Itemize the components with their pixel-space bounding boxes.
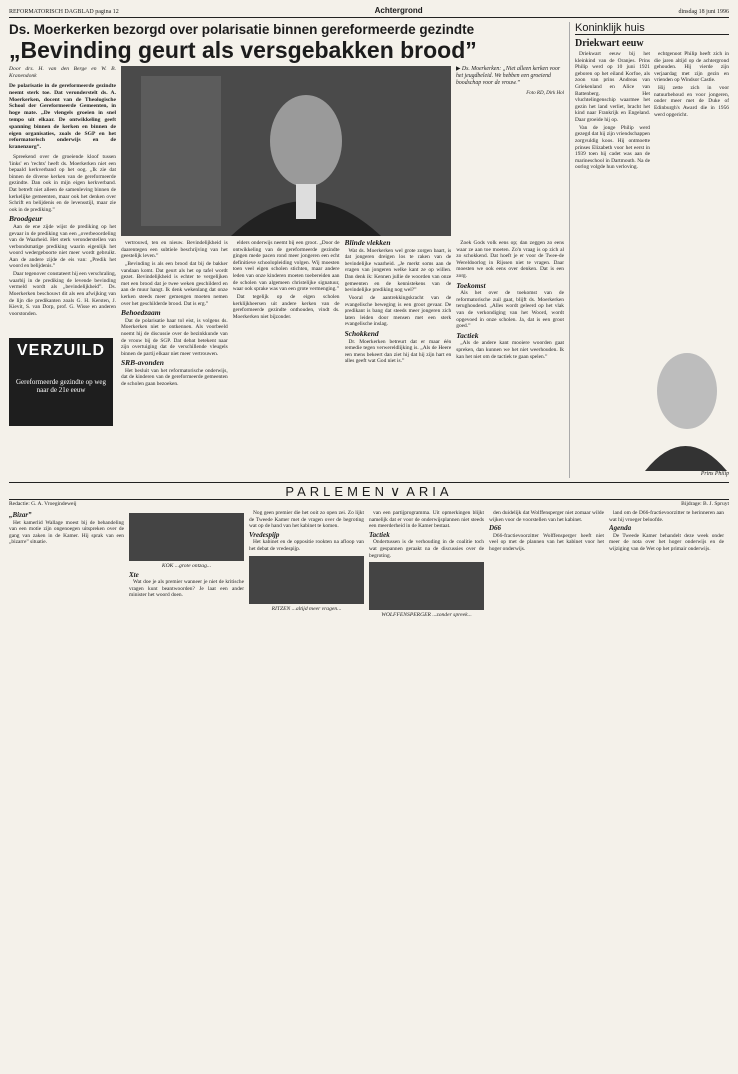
article-paragraph: Dat tegelijk op de eigen scholen kerklijkheersen uit andere kerken van de gereformeerde gezindte onthouden, vindt ds. Moerkerken niet bijzonder. bbox=[232, 293, 340, 320]
pv-paragraph: land om de D66-fractievoorzitter te herinneren aan wat hij vroeger beloofde. bbox=[609, 510, 724, 523]
redactie-right: Bijdrage: B. J. Spruyt bbox=[681, 501, 729, 507]
pv-heading: D66 bbox=[489, 524, 502, 533]
pv-paragraph: Wat doe je als premier wanneer je niet de kritische vragen kunt beantwoorden? Je laat een ander minister het woord doen. bbox=[129, 579, 244, 599]
article-paragraph: Het besluit van het reformatorische onderwijs, dat de kinderen van de gereformeerde gemeenten de scholen gaan bezoeken. bbox=[121, 367, 228, 388]
prince-caption: Prins Philip bbox=[700, 471, 729, 477]
banner-left: PARLEMEN bbox=[285, 483, 388, 499]
article-paragraph: Dat de polarisatie haar tol eist, is volgens ds. Moerkerken niet te ontkennen. Als voorbeeld noemt hij de discussie over de bezinkkunde van de vrouw bij de SGP. Dat debat betekent naar zijn overtuiging dat de verschillende vleugels binnen de partij elkaar niet meer vertrouwen. bbox=[121, 317, 228, 357]
subheading-broodgeur: Broodgeur bbox=[9, 214, 43, 224]
royal-column-1 bbox=[575, 51, 650, 571]
banner-v-icon: ∨ bbox=[389, 482, 405, 499]
subheading-blinde-vlekken: Blinde vlekken bbox=[344, 240, 391, 247]
pv-paragraph: Het kabinet en de oppositie rookten na afloop van het debat de vredespijp. bbox=[249, 539, 364, 552]
prince-photo bbox=[635, 331, 727, 471]
article-paragraph: Als het over de toekomst van de reformatorische zuil gaat, blijft ds. Moerkerken terughoudend. „Alles wordt geleerd op het vlak van de verkondiging van het Woord, wordt opgevoed in onze scholen. Ja, dat is een groot goed.” bbox=[456, 290, 564, 330]
masthead bbox=[9, 6, 729, 18]
parlementaria-section bbox=[9, 510, 729, 828]
pv-paragraph: De Tweede Kamer behandelt deze week onder meer de nota over het hoger onderwijs en de wijziging van de Wet op het primair onderwijs. bbox=[609, 532, 724, 552]
royal-paragraph: Hij zette zich in voor natuurbehoud en voor jongeren, onder meer met de Duke of Edinburgh's Award die in 1956 werd opgericht. bbox=[654, 85, 729, 118]
royal-column bbox=[569, 22, 729, 478]
ritzen-caption: RITZEN ...altijd meer vragen... bbox=[271, 605, 342, 612]
royal-section-title: Koninklijk huis bbox=[575, 22, 729, 35]
wolffensperger-photo bbox=[369, 562, 484, 610]
royal-paragraph: Driekwart eeuw bij het kleinkind van de Oranjes. Prins Philip werd op 10 juni 1921 geboren op het eiland Korfoe, als zoon van prins Andreas van Griekenland en Alice van Battenberg. Het vluchtelingenschip waarmee het gezin het land verliet, bracht het kind naar Frankrijk en Engeland. Daar groeide hij op. bbox=[575, 51, 650, 123]
article-byline: Door drs. H. van den Berge en W. B. Kranendonk bbox=[9, 66, 116, 79]
kok-photo bbox=[129, 513, 244, 561]
article-headline: „Bevinding geurt als versgebakken brood” bbox=[9, 37, 477, 63]
pv-column-3 bbox=[249, 510, 364, 828]
ad-title: VERZUILD bbox=[17, 342, 105, 359]
masthead-section: Achtergrond bbox=[374, 6, 423, 15]
redactie-left: Redactie: G. A. Vroegindeweij bbox=[9, 501, 77, 507]
pv-heading: Xte bbox=[129, 570, 139, 579]
main-article bbox=[9, 22, 564, 478]
subheading-schokkend: Schokkend bbox=[344, 328, 379, 338]
pv-paragraph: Het kamerlid Wallage moest bij de behandeling van een motie zijn ongenoegen uitspreken over de gang van zaken in de Kamer. Hij sprak van een „bizarre” situatie. bbox=[9, 519, 124, 546]
pv-heading: Vredespijp bbox=[249, 530, 280, 539]
photo-credit: Foto RD, Dirk Hol bbox=[526, 91, 564, 96]
royal-subtitle: Driekwart eeuw bbox=[575, 38, 644, 49]
article-paragraph: Vooral de aantrekkingskracht van de evangelische beweging is een groot gevaar. De predikant is bang dat steeds meer jongeren zich laten leiden door mensen met een sterk evangelische inslag. bbox=[344, 294, 452, 328]
pv-paragraph: van een partijprogramma. Uit opmerkingen blijkt namelijk dat er voor de onderwijsplannen niet steeds een meerderheid in de Kamer bestaat. bbox=[369, 510, 484, 530]
masthead-paper: REFORMATORISCH DAGBLAD pagina 12 bbox=[9, 9, 119, 15]
wolffensperger-caption: WOLFFENSPERGER ...zonder spreek... bbox=[381, 612, 472, 619]
pv-paragraph: D66-fractievoorzitter Wolffensperger heeft niet veel op met de plannen van het kabinet voor het hoger onderwijs. bbox=[489, 532, 604, 552]
article-right-block bbox=[121, 66, 564, 456]
subheading-toekomst: Toekomst bbox=[456, 280, 486, 290]
royal-paragraph: echtgenoot Philip heeft zich in die jaren altijd op de achtergrond gehouden. Hij vierde zijn verjaardag met zijn gezin en vrienden op Windsor Castle. bbox=[654, 51, 729, 84]
article-column-4 bbox=[345, 240, 452, 456]
pv-column-2 bbox=[129, 510, 244, 828]
pv-paragraph: Ondertussen is de verhouding in de coalitie toch wat gespannen geraakt na de discussies over de begroting. bbox=[369, 539, 484, 559]
ad-subtitle: Gereformeerde gezindte op weg naar de 21e eeuw bbox=[16, 378, 106, 394]
pv-paragraph: den duidelijk dat Wolffensperger niet zomaar wilde wijken voor de voorstellen van het kabinet. bbox=[489, 510, 604, 523]
kok-caption: KOK ...grote ontzag... bbox=[161, 563, 212, 569]
prince-illustration bbox=[635, 331, 727, 471]
portrait-illustration bbox=[121, 66, 451, 236]
article-paragraph: Wat ds. Moerkerken wel grote zorgen baart, is dat jongeren dreigen los te raken van de bevindelijke waarheid. „Je merkt soms aan de vragen van jongeren welke kant ze op willen. Dan denk ik: Kennen jullie de woorden van onze gemeenten en de kennistekens van de bevindelijke prediking nog wel?” bbox=[344, 247, 452, 294]
article-kicker: Ds. Moerkerken bezorgd over polarisatie binnen gereformeerde gezindte bbox=[9, 22, 475, 37]
pv-column-5 bbox=[489, 510, 604, 828]
article-paragraph: „Als de andere kant mooiere woorden gaat spreken, dan kunnen we het niet weerhouden. Ik kan het niet om de tactiek te gaan spelen.” bbox=[456, 340, 564, 360]
pv-paragraph: Nog geen premier die het ooit zo open zei. Zo lijkt de Tweede Kamer met de vragen over de begroting wat op de hand van het kabinet te komen. bbox=[249, 510, 364, 530]
pv-heading: Agenda bbox=[609, 524, 632, 533]
article-paragraph: Dr. Moerkerken betreurt dat er maar één remedie tegen verwereldlijking is. „Als de Heere een mens bekeert dan ziet hij dat hij zijn hart en alles geeft wat God niet is.” bbox=[344, 338, 452, 365]
portrait-photo bbox=[121, 66, 451, 236]
article-lead: De polarisatie in de gereformeerde gezindte neemt sterk toe. Dat veronderstelt ds. A. Moerkerken, docent van de Theologische School der Gereformeerde Gemeenten, in hoge mate. „De vlengels groeien in snel tempo uit elkaar. De ontwikkeling geeft spanning binnen de kerken en binnen de eigen organisaties, zoals de SGP en het reformatorisch onderwijs en de kranenzorg”. bbox=[9, 83, 116, 151]
article-paragraph: Daar tegenover constateert hij een verschraling, waarbij in de prediking de levende bevinding vermeld wordt als „bevindelijkheid”. Ds. Moerkerken beschouwt dit als een afwijking van de lijn die predikanten zoals G. H. Kersten, J. Kievit, S. van Dorp, prof. G. Wisse en anderen voorstonden. bbox=[9, 271, 116, 317]
article-paragraph: elders onderwijs neemt bij een groot. „Door de ontwikkeling van de gereformeerde gezindte gingen mede pacen rond meer jongeren een echt definitieve schoolopleiding volgen. Wij moesten toen veel eigen scholen stichten, maar andere leden van onze kinderen moeten toebereiden aan de scholen van algemeen christelijke signatuur, waar ook sprake was van een grote vermenging.” bbox=[232, 240, 340, 293]
article-column-2 bbox=[121, 240, 228, 456]
article-paragraph: vertrouwd, ten en nieuw. Bevindelijkheid is daarentegen een subtiele beschrijving van het geestelijk leven.” bbox=[121, 240, 228, 260]
article-paragraph: Zoek Gods volk eens op; dan zeggen zo eens waar ze aan toe moeten. Zo'n vraag is op zich al zo schokkend. Dat hoeft je er voor de Twee-de Wereldoorlog in Rijssen niet te vragen. Daar moesten we ook eens over denken. Dat is een zorg. bbox=[456, 240, 564, 279]
royal-paragraph: Van de jonge Philip werd gezegd dat hij zijn vriendschappen zorgvuldig koos. Hij ontmoette prinses Elizabeth voor het eerst in 1939 toen hij cadet was aan de marineschool in Dartmouth. Na de oorlog volgde hun verloving. bbox=[575, 124, 650, 171]
royal-column-2 bbox=[654, 51, 729, 331]
article-paragraph: „Bevinding is als een brood dat bij de bakker vandaan komt. Dat geurt als het op tafel wordt gezet. Bevindelijkheid is echter te vergelijken met een brood dat je twee weken geschilderd en aan de muur hangt. Ik denk wekenlang dat onze kerken steeds meer gemengen moeten nemen over het geschilderde brood. Dat is erg.” bbox=[121, 260, 228, 307]
pv-column-4 bbox=[369, 510, 484, 828]
ritzen-photo bbox=[249, 556, 364, 604]
pv-column-1 bbox=[9, 510, 124, 828]
article-paragraph: Aan de ene zijde wijst de prediking op het gevaar in de prediking van een „overbeoordeling van de Waarheid. Het sterk veronderstellen van verbondsmatige prediking waarin eigenlijk het woord wedergeboorte niet meer wordt gebruikt. Aan de andere zijde de eis van: „Predik het woord en belijdenis.” bbox=[9, 223, 116, 270]
subheading-behoedzaam: Behoedzaam bbox=[121, 308, 161, 318]
article-paragraph: Spreekend over de groeiende kloof tussen 'links' en 'rechts' heeft ds. Moerkerken niet een bepaald kerkverband op het oog. „Ik zie dat binnen de diverse kerken van de gereformeerde gezindte. Dan ook in mijn eigen kerkverband. Dat betreft niet alleen de samenleving binnen de kerkelijke gemeenten, maar ook het denken over Schrift en belijdenis en de levensstijl, maar zie ook in de prediking.” bbox=[9, 153, 116, 213]
pv-heading: Tactiek bbox=[369, 530, 390, 539]
pv-heading: „Bizar” bbox=[9, 511, 32, 519]
newspaper-page bbox=[9, 6, 729, 1062]
article-column-3 bbox=[233, 240, 340, 456]
verzuild-ad bbox=[9, 338, 113, 426]
photo-caption: ▶ Ds. Moerkerken: „Niet alleen kerken voor het jeugdbeleid. We hebben een groeiend boodschap voor de vrouw.” bbox=[456, 66, 561, 86]
banner-right: ARIA bbox=[406, 483, 453, 499]
subheading-srb-avonden: SRB-avonden bbox=[121, 358, 164, 368]
pv-column-6 bbox=[609, 510, 724, 828]
subheading-tactiek: Tactiek bbox=[456, 330, 479, 340]
masthead-date: dinsdag 18 juni 1996 bbox=[678, 9, 729, 15]
article-column-5 bbox=[456, 240, 564, 456]
